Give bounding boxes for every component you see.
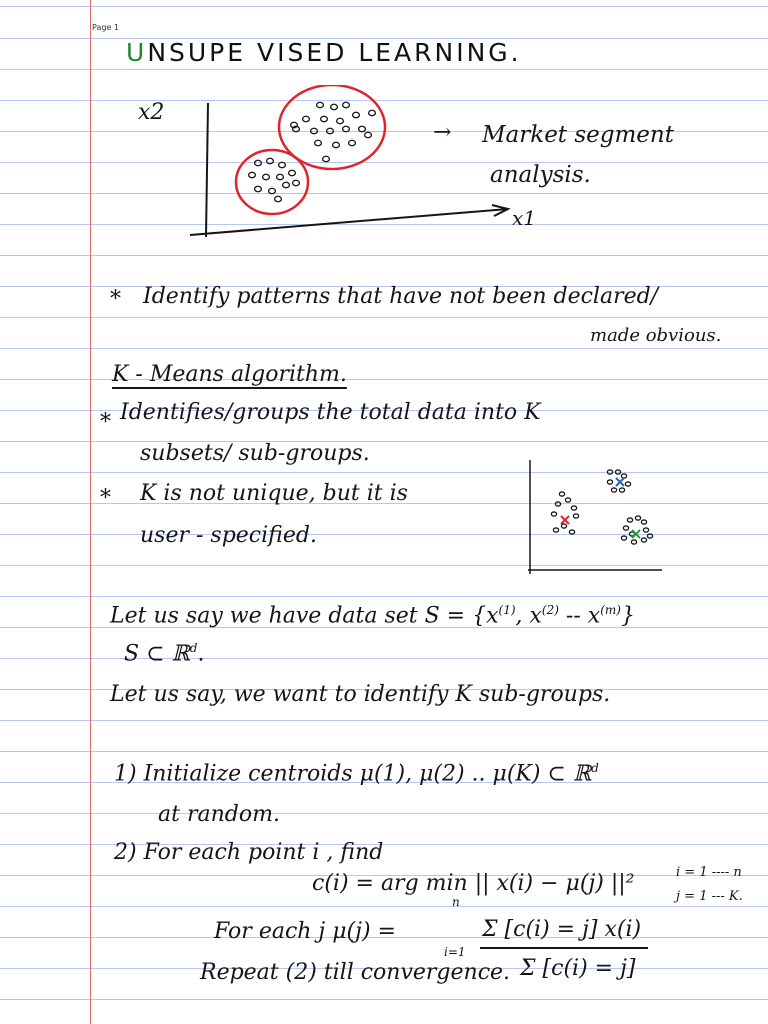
data-point-12 xyxy=(359,126,366,131)
data-point-21 xyxy=(279,162,286,167)
dataset2-end: . xyxy=(197,641,205,667)
data-point-12 xyxy=(607,480,612,484)
data-point-13 xyxy=(625,482,630,486)
data-point-10 xyxy=(615,470,620,474)
k-line1: K is not unique, but it is xyxy=(140,481,408,506)
step2-range-j: j = 1 --- K. xyxy=(676,889,743,904)
data-point-0 xyxy=(559,492,564,496)
data-point-20 xyxy=(267,158,274,163)
bullet-marker: * xyxy=(100,410,111,435)
data-point-4 xyxy=(551,512,556,516)
data-point-2 xyxy=(343,102,350,107)
data-point-16 xyxy=(365,132,372,137)
data-point-24 xyxy=(277,174,284,179)
sum-numerator: Σ [c(i) = j] x(i) xyxy=(482,917,642,942)
cluster-circle-small xyxy=(236,150,308,214)
data-point-6 xyxy=(353,112,360,117)
centroids-figure xyxy=(514,458,664,578)
data-point-27 xyxy=(269,188,276,193)
data-point-28 xyxy=(283,182,290,187)
data-point-7 xyxy=(553,528,558,532)
data-point-23 xyxy=(263,174,270,179)
bullet-marker: * xyxy=(100,486,111,511)
step2-line3: For each j μ(j) = xyxy=(214,919,396,944)
data-point-25 xyxy=(289,170,296,175)
data-point-3 xyxy=(571,506,576,510)
dataset2-text: S ⊂ ℝ xyxy=(124,641,190,667)
data-point-19 xyxy=(623,526,628,530)
subgroups-line: Let us say, we want to identify K sub-groups. xyxy=(110,682,611,707)
data-point-2 xyxy=(555,502,560,506)
dataset-sup2: (2) xyxy=(541,603,559,617)
data-point-5 xyxy=(337,118,344,123)
market-annotation-arrow: → xyxy=(433,120,452,145)
data-point-24 xyxy=(647,534,652,538)
data-point-15 xyxy=(349,140,356,145)
market-annotation-line2: analysis. xyxy=(490,162,591,188)
axis-y-label: x2 xyxy=(138,100,165,125)
fraction-bar xyxy=(480,947,648,949)
sum-denominator: Σ [c(i) = j] xyxy=(520,956,636,981)
step1-line1 xyxy=(114,762,599,785)
data-point-11 xyxy=(343,126,350,131)
step1-text: 1) Initialize centroids μ(1), μ(2) .. μ(K) ⊂ ℝ xyxy=(114,761,592,787)
y-axis xyxy=(206,103,208,237)
step1-line2: at random. xyxy=(158,802,280,827)
data-point-16 xyxy=(627,518,632,522)
dataset-sup1: (1) xyxy=(498,603,516,617)
data-point-20 xyxy=(643,528,648,532)
data-point-22 xyxy=(631,540,636,544)
dataset2-sup: d xyxy=(189,641,198,655)
data-point-3 xyxy=(303,116,310,121)
data-point-1 xyxy=(331,104,338,109)
title-rest: NSUPE VISED LEARNING. xyxy=(147,38,522,67)
dataset-sup3: (m) xyxy=(600,603,621,617)
dataset-mid: , x xyxy=(515,603,542,629)
page-label: Page 1 xyxy=(92,23,119,32)
data-point-1 xyxy=(565,498,570,502)
x-axis xyxy=(190,209,508,235)
data-point-6 xyxy=(561,524,566,528)
centroid-blue xyxy=(616,478,624,486)
data-point-5 xyxy=(573,514,578,518)
data-point-18 xyxy=(641,520,646,524)
cluster-points xyxy=(249,102,376,201)
data-point-0 xyxy=(317,102,324,107)
title-first-letter: U xyxy=(126,38,148,67)
data-point-22 xyxy=(249,172,256,177)
data-point-9 xyxy=(607,470,612,474)
identify-line1: Identify patterns that have not been declared/ xyxy=(143,284,659,309)
data-point-14 xyxy=(611,488,616,492)
step2-range-i: i = 1 ---- n xyxy=(676,865,742,880)
bullet-marker: * xyxy=(110,287,121,312)
dataset-text: Let us say we have data set S = {x xyxy=(110,603,499,629)
centroid-red xyxy=(561,516,569,524)
dataset-line xyxy=(110,604,635,627)
data-point-17 xyxy=(323,156,330,161)
axis-x-label: x1 xyxy=(512,206,537,230)
margin-line xyxy=(90,0,91,1024)
data-point-29 xyxy=(293,180,300,185)
dataset-line2 xyxy=(124,642,204,665)
data-point-14 xyxy=(333,142,340,147)
data-point-15 xyxy=(619,488,624,492)
step1-sup: d xyxy=(591,761,599,775)
dataset-end: } xyxy=(620,603,635,629)
data-point-13 xyxy=(315,140,322,145)
kmeans-heading: K - Means algorithm. xyxy=(112,362,347,387)
data-point-11 xyxy=(621,474,626,478)
dataset-dots: -- x xyxy=(558,603,601,629)
data-point-9 xyxy=(311,128,318,133)
sum-bottom: i=1 xyxy=(444,945,466,959)
sum-top: n xyxy=(452,895,460,909)
data-point-23 xyxy=(641,538,646,542)
market-annotation-line1: Market segment xyxy=(482,122,674,148)
centroid-green xyxy=(632,530,640,538)
k-line2: user - specified. xyxy=(140,523,317,548)
clusters-figure xyxy=(120,85,540,255)
groups-line1: Identifies/groups the total data into K xyxy=(120,400,541,425)
data-point-4 xyxy=(321,116,328,121)
data-point-7 xyxy=(369,110,376,115)
groups-line2: subsets/ sub-groups. xyxy=(140,441,370,466)
data-point-8 xyxy=(569,530,574,534)
data-point-19 xyxy=(255,160,262,165)
data-point-21 xyxy=(621,536,626,540)
step2-eq1: c(i) = arg min || x(i) − μ(j) ||² xyxy=(312,871,635,896)
step2-line1: 2) For each point i , find xyxy=(114,840,384,865)
identify-line2: made obvious. xyxy=(590,325,722,346)
repeat-line: Repeat (2) till convergence. xyxy=(200,960,511,985)
page-title xyxy=(126,40,522,65)
data-point-30 xyxy=(275,196,282,201)
data-point-26 xyxy=(255,186,262,191)
data-point-17 xyxy=(635,516,640,520)
data-point-10 xyxy=(327,128,334,133)
